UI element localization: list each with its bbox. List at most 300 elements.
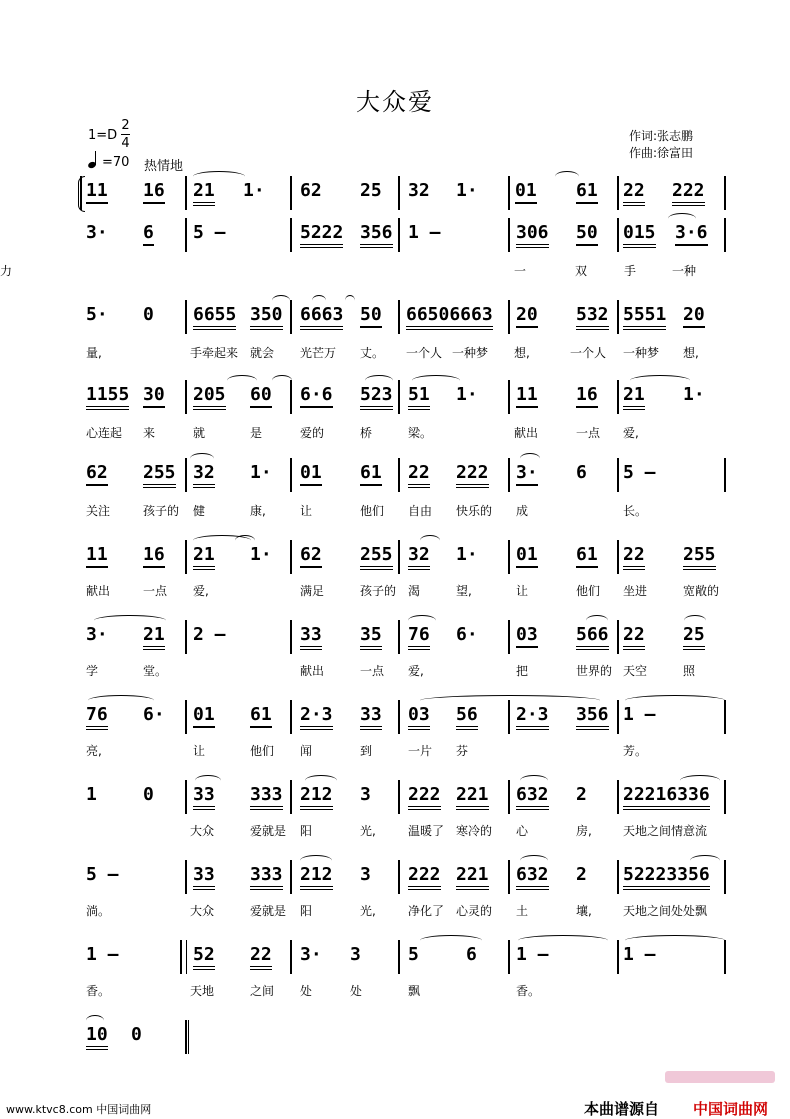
lyric-text: 他们 <box>360 504 385 518</box>
lyric-text: 量, <box>86 346 102 360</box>
note-group: 5 <box>408 944 419 965</box>
lyric-text: 快乐的 <box>456 504 493 518</box>
lyric-text: 天地 <box>190 984 215 998</box>
note-group: 221 <box>456 864 489 890</box>
slur-mark <box>94 615 166 626</box>
bar-line <box>398 300 400 334</box>
score-line <box>0 304 790 330</box>
note-group: 61 <box>576 544 598 568</box>
lyric-text: 世界的 <box>576 664 613 678</box>
note-group: 333 <box>250 784 283 810</box>
lyric-text: 飘 <box>408 984 421 998</box>
bar-line <box>290 218 292 252</box>
slur-mark <box>408 615 436 626</box>
note-group: 61 <box>250 704 272 728</box>
note-group: 222 <box>408 784 441 810</box>
note-group: 221 <box>456 784 489 810</box>
lyric-text: 丈。 <box>360 346 385 360</box>
note-group: 2 — <box>193 624 226 645</box>
note-group: 1· <box>456 384 478 405</box>
note-group: 3·6 <box>675 222 708 246</box>
lyric-text: 学 <box>86 664 99 678</box>
quarter-note-icon <box>88 153 102 168</box>
note-group: 21 <box>193 544 215 570</box>
bar-line <box>185 860 187 894</box>
note-group: 3· <box>86 624 108 645</box>
bar-line <box>185 300 187 334</box>
bar-line <box>290 700 292 734</box>
lyric-text: 堂。 <box>143 664 168 678</box>
note-group: 62 <box>300 544 322 568</box>
lyric-text: 光芒万 <box>300 346 337 360</box>
score-line <box>0 1024 790 1050</box>
slur-mark <box>420 535 440 546</box>
note-group: 32 <box>408 180 430 201</box>
final-bar-line <box>188 1020 189 1054</box>
lyric-text: 满足 <box>300 584 325 598</box>
lyric-text: 成 <box>516 504 529 518</box>
slur-mark <box>235 535 255 546</box>
note-group: 222 <box>408 864 441 890</box>
note-group: 22 <box>623 544 645 570</box>
bar-line <box>724 780 726 814</box>
score-line <box>0 544 790 570</box>
note-group: 33 <box>193 864 215 890</box>
lyric-text: 一点 <box>576 426 601 440</box>
note-group: 212 <box>300 864 333 890</box>
lyric-text: 阳 <box>300 824 313 838</box>
lyric-text: 香。 <box>86 984 111 998</box>
bar-line <box>398 218 400 252</box>
note-group: 306 <box>516 222 549 248</box>
lyric-text: 一点 <box>143 584 168 598</box>
note-group: 11 <box>516 384 538 408</box>
note-group: 632 <box>516 784 549 810</box>
lyric-text: 一种梦 <box>623 346 660 360</box>
score-line <box>0 180 790 206</box>
bar-line <box>185 176 187 210</box>
lyric-text: 想, <box>514 346 530 360</box>
note-group: 22 <box>250 944 272 970</box>
lyric-text: 心连起 <box>86 426 123 440</box>
bar-line <box>398 540 400 574</box>
note-group: 222 <box>672 180 705 206</box>
footer-watermark: www.ktvc8.com 中国词曲网 <box>6 1103 152 1116</box>
meter-top: 2 <box>121 118 130 133</box>
bar-line <box>398 620 400 654</box>
note-group: 1 — <box>623 704 656 725</box>
slur-mark <box>345 295 355 306</box>
lyric-text: 芳。 <box>623 744 648 758</box>
composer-credit: 作曲:徐富田 <box>629 146 694 160</box>
note-group: 50 <box>360 304 382 328</box>
lyric-text: 他们 <box>250 744 275 758</box>
slur-mark <box>630 375 690 386</box>
note-group: 76 <box>408 624 430 650</box>
note-group: 015 <box>623 222 656 248</box>
lyric-text: 一片 <box>408 744 433 758</box>
bar-line <box>290 540 292 574</box>
note-group: 1· <box>683 384 705 405</box>
slur-mark <box>412 375 460 386</box>
note-group: 61 <box>576 180 598 204</box>
score-line <box>0 624 790 650</box>
note-group: 532 <box>576 304 609 330</box>
note-group: 1 — <box>516 944 549 965</box>
lyric-text: 大众 <box>190 824 215 838</box>
note-group: 0 <box>143 304 154 325</box>
bar-line <box>508 940 510 974</box>
note-group: 32 <box>408 544 430 570</box>
lyric-text: 健 <box>193 504 206 518</box>
lyric-text: 宽敞的 <box>683 584 720 598</box>
slur-mark <box>690 855 720 866</box>
lyric-text: 亮, <box>86 744 102 758</box>
lyric-text: 心 <box>516 824 529 838</box>
bar-line <box>290 620 292 654</box>
bar-line <box>617 218 619 252</box>
bar-line <box>617 458 619 492</box>
bar-line <box>290 300 292 334</box>
note-group: 2·3 <box>516 704 549 730</box>
note-group: 25 <box>683 624 705 650</box>
lyric-text: 一个人 <box>406 346 443 360</box>
meter-bottom: 4 <box>121 136 130 151</box>
note-group: 255 <box>683 544 716 570</box>
lyric-text: 壤, <box>576 904 592 918</box>
lyric-text: 长。 <box>623 504 648 518</box>
lyric-text: 到 <box>360 744 373 758</box>
lyric-text: 阳 <box>300 904 313 918</box>
bar-line <box>724 458 726 492</box>
score-line <box>0 222 790 248</box>
note-group: 6 <box>576 462 587 483</box>
expression-marking: 热情地 <box>144 159 184 174</box>
lyric-text: 献出 <box>514 426 539 440</box>
lyric-text: 光, <box>360 904 376 918</box>
note-group: 21 <box>143 624 165 650</box>
bar-line <box>724 176 726 210</box>
note-group: 5222 <box>300 222 343 248</box>
slur-mark <box>520 453 540 464</box>
slur-mark <box>684 615 706 626</box>
lyric-text: 就 <box>193 426 206 440</box>
slur-mark <box>586 615 608 626</box>
note-group: 66506663 <box>406 304 493 330</box>
note-group: 62 <box>300 180 322 201</box>
bar-line <box>508 176 510 210</box>
lyricist-credit: 作词:张志鹏 <box>629 129 694 143</box>
note-group: 16 <box>143 180 165 204</box>
note-group: 356 <box>576 704 609 730</box>
slur-mark <box>625 935 725 946</box>
note-group: 01 <box>515 180 537 204</box>
note-group: 21 <box>623 384 645 410</box>
lyric-text: 就会 <box>250 346 275 360</box>
note-group: 22 <box>623 624 645 650</box>
bar-line <box>185 620 187 654</box>
footer-source: 本曲谱源自 <box>584 1100 660 1118</box>
lyric-text: 土 <box>516 904 529 918</box>
note-group: 60 <box>250 384 272 408</box>
bar-line <box>617 176 619 210</box>
bar-line <box>290 860 292 894</box>
note-group: 03 <box>408 704 430 730</box>
note-group: 350 <box>250 304 283 330</box>
time-signature <box>121 118 130 151</box>
note-group: 5· <box>86 304 108 325</box>
lyric-text: 坐进 <box>623 584 648 598</box>
lyric-text: 爱, <box>193 584 209 598</box>
slur-mark <box>227 375 257 386</box>
score-title: 大众爱 <box>356 88 434 116</box>
bar-line <box>290 458 292 492</box>
lyric-text: 爱就是 <box>250 904 287 918</box>
slur-mark <box>195 775 221 786</box>
slur-mark <box>420 695 600 706</box>
note-group: 222 <box>456 462 489 488</box>
slur-mark <box>520 775 548 786</box>
note-group: 10 <box>86 1024 108 1050</box>
lyric-text: 孩子的 <box>360 584 397 598</box>
score-line <box>0 704 790 730</box>
bar-line <box>185 1020 187 1054</box>
bar-line <box>508 620 510 654</box>
lyric-text: 让 <box>516 584 529 598</box>
lyric-text: 天空 <box>623 664 648 678</box>
slur-mark <box>625 695 725 706</box>
slur-mark <box>86 1015 104 1026</box>
lyric-text: 寒冷的 <box>456 824 493 838</box>
slur-mark <box>365 375 393 386</box>
bar-line <box>724 218 726 252</box>
lyric-text: 闻 <box>300 744 313 758</box>
note-group: 1· <box>456 180 478 201</box>
lyric-text: 光, <box>360 824 376 838</box>
note-group: 0 <box>131 1024 142 1045</box>
note-group: 6 <box>466 944 477 965</box>
note-group: 01 <box>516 544 538 568</box>
note-group: 333 <box>250 864 283 890</box>
note-group: 25 <box>360 180 382 201</box>
lyric-text: 一种 <box>672 264 697 278</box>
note-group: 01 <box>300 462 322 486</box>
bar-line <box>290 176 292 210</box>
bar-line <box>617 700 619 734</box>
bar-line <box>508 540 510 574</box>
note-group: 6663 <box>300 304 343 330</box>
note-group: 3· <box>300 944 322 965</box>
slur-mark <box>272 295 290 306</box>
bar-line <box>398 176 400 210</box>
note-group: 6·6 <box>300 384 333 408</box>
bar-line <box>508 860 510 894</box>
lyric-text: 爱的 <box>300 426 325 440</box>
note-group: 5 — <box>193 222 226 243</box>
note-group: 21 <box>193 180 215 206</box>
bar-line <box>398 700 400 734</box>
note-group: 32 <box>193 462 215 488</box>
lyric-text: 大众 <box>190 904 215 918</box>
note-group: 01 <box>193 704 215 728</box>
lyric-text: 渴 <box>408 584 421 598</box>
lyric-text: 自由 <box>408 504 433 518</box>
slur-mark <box>680 775 720 786</box>
slur-mark <box>193 171 245 182</box>
bar-line <box>508 780 510 814</box>
note-group: 566 <box>576 624 609 650</box>
lyric-text: 孩子的 <box>143 504 180 518</box>
lyric-text: 处 <box>350 984 363 998</box>
slur-mark <box>190 453 214 464</box>
note-group: 22 <box>623 180 645 206</box>
note-group: 50 <box>576 222 598 246</box>
note-group: 33 <box>193 784 215 810</box>
bar-line <box>185 780 187 814</box>
bar-line <box>290 940 292 974</box>
bar-line <box>398 860 400 894</box>
note-group: 62 <box>86 462 108 486</box>
note-group: 52 <box>193 944 215 970</box>
note-group: 61 <box>360 462 382 486</box>
lyric-text: 照 <box>683 664 696 678</box>
lyric-text: 净化了 <box>408 904 445 918</box>
score-line <box>0 384 790 410</box>
bar-line <box>185 700 187 734</box>
score-line <box>0 944 790 970</box>
lyric-text: 温暖了 <box>408 824 445 838</box>
bar-line <box>180 940 182 974</box>
note-group: 632 <box>516 864 549 890</box>
bar-line <box>508 458 510 492</box>
lyric-text: 让 <box>193 744 206 758</box>
lyric-text: 献出 <box>300 664 325 678</box>
note-group: 255 <box>360 544 393 570</box>
note-group: 56 <box>456 704 478 730</box>
note-group: 20 <box>683 304 705 328</box>
note-group: 2 <box>576 784 587 805</box>
slur-mark <box>555 171 579 182</box>
bar-line <box>398 780 400 814</box>
score-line <box>0 864 790 890</box>
note-group: 1· <box>456 544 478 565</box>
note-group: 205 <box>193 384 226 410</box>
note-group: 3 <box>350 944 361 965</box>
bar-line <box>617 300 619 334</box>
lyric-text: 献出 <box>86 584 111 598</box>
bar-line <box>185 458 187 492</box>
lyric-text: 望, <box>456 584 472 598</box>
note-group: 1· <box>250 544 272 565</box>
site-logo <box>665 1071 775 1083</box>
slur-mark <box>312 295 326 306</box>
note-group: 1155 <box>86 384 129 410</box>
note-group: 6655 <box>193 304 236 330</box>
lyric-text: 力 <box>0 264 13 278</box>
bar-line <box>617 380 619 414</box>
slur-mark <box>300 855 332 866</box>
note-group: 30 <box>143 384 165 408</box>
note-group: 1 — <box>408 222 441 243</box>
note-group: 6 <box>143 222 154 246</box>
note-group: 523 <box>360 384 393 410</box>
bar-line <box>185 218 187 252</box>
slur-mark <box>305 775 337 786</box>
note-group: 52223356 <box>623 864 710 890</box>
key-signature: 1=D <box>88 128 118 143</box>
lyric-text: 一个人 <box>570 346 607 360</box>
bar-line <box>617 540 619 574</box>
bar-line <box>724 860 726 894</box>
bar-line <box>508 218 510 252</box>
note-group: 1· <box>250 462 272 483</box>
lyric-text: 心灵的 <box>456 904 493 918</box>
meter-line <box>121 134 130 135</box>
score-line <box>0 462 790 488</box>
tempo-value: =70 <box>102 155 130 170</box>
note-group: 20 <box>516 304 538 328</box>
bar-line <box>617 620 619 654</box>
slur-mark <box>272 375 292 386</box>
bar-line <box>508 380 510 414</box>
lyric-text: 一点 <box>360 664 385 678</box>
note-group: 1 — <box>623 944 656 965</box>
repeat-bracket <box>78 176 85 212</box>
score-line <box>0 784 790 810</box>
lyric-text: 房, <box>576 824 592 838</box>
lyric-text: 把 <box>516 664 529 678</box>
note-group: 255 <box>143 462 176 488</box>
note-group: 5 — <box>86 864 119 885</box>
note-group: 3· <box>86 222 108 243</box>
lyric-text: 爱, <box>623 426 639 440</box>
lyric-text: 处 <box>300 984 313 998</box>
lyric-text: 想, <box>683 346 699 360</box>
note-group: 35 <box>360 624 382 650</box>
repeat-bar-line <box>186 940 187 974</box>
note-group: 16 <box>143 544 165 568</box>
note-group: 6· <box>456 624 478 645</box>
slur-mark <box>668 213 696 224</box>
note-group: 1· <box>243 180 265 201</box>
note-group: 33 <box>300 624 322 650</box>
bar-line <box>617 940 619 974</box>
bar-line <box>185 540 187 574</box>
bar-line <box>617 780 619 814</box>
lyric-text: 爱, <box>408 664 424 678</box>
note-group: 6· <box>143 704 165 725</box>
lyric-text: 是 <box>250 426 263 440</box>
note-group: 22216336 <box>623 784 710 810</box>
tempo-marking <box>88 153 129 170</box>
note-group: 76 <box>86 704 108 730</box>
lyric-text: 让 <box>300 504 313 518</box>
note-group: 51 <box>408 384 430 410</box>
lyric-text: 爱就是 <box>250 824 287 838</box>
note-group: 5 — <box>623 462 656 483</box>
lyric-text: 天地之间处处飘 <box>623 904 708 918</box>
note-group: 1 <box>86 784 97 805</box>
note-group: 212 <box>300 784 333 810</box>
lyric-text: 康, <box>250 504 266 518</box>
lyric-text: 他们 <box>576 584 601 598</box>
bar-line <box>185 380 187 414</box>
note-group: 0 <box>143 784 154 805</box>
bar-line <box>508 300 510 334</box>
lyric-text: 关注 <box>86 504 111 518</box>
note-group: 5551 <box>623 304 666 330</box>
note-group: 33 <box>360 704 382 730</box>
